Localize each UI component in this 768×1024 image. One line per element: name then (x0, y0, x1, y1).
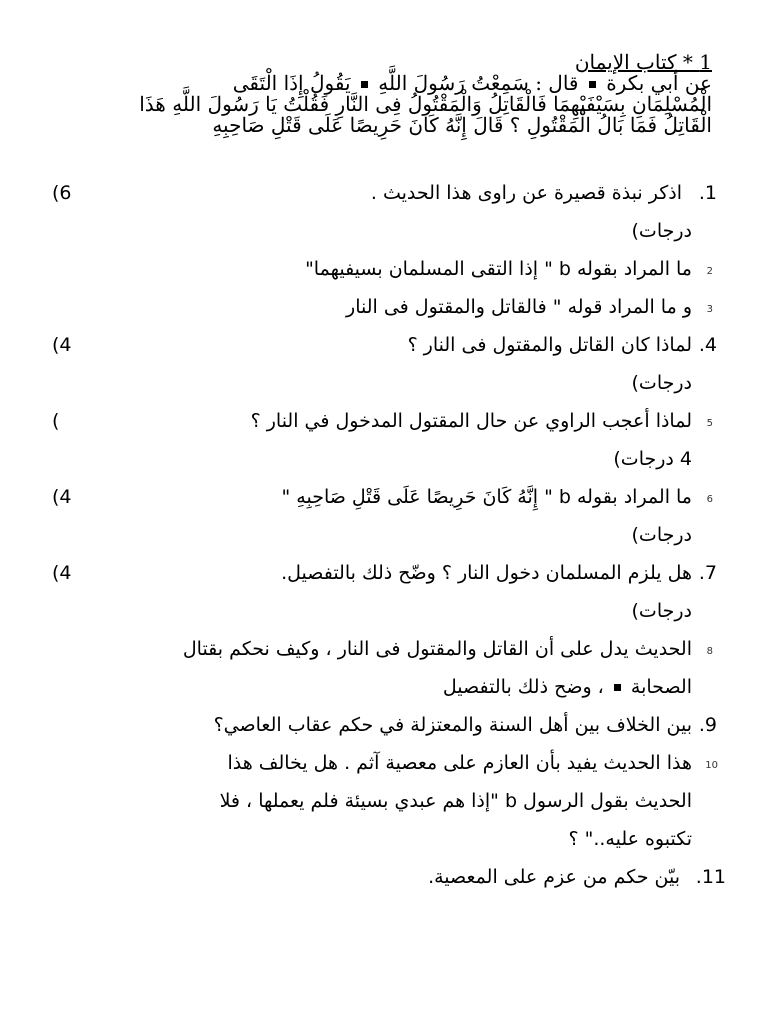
question-text: بين الخلاف بين أهل السنة والمعتزلة في حكم عقاب العاصي؟ (213, 714, 692, 736)
question-number: 2 (706, 266, 713, 277)
question-number: 11. (695, 866, 726, 888)
question-text: لماذا أعجب الراوي عن حال المقتول المدخول في النار ؟ (250, 410, 692, 432)
question-text: اذكر نبذة قصيرة عن راوى هذا الحديث . (370, 182, 682, 204)
question-number: 10 (705, 760, 718, 771)
grade-open: (6 (52, 182, 72, 204)
question-text: ما المراد بقوله b " إِنَّهُ كَانَ حَرِيصًا عَلَى قَتْلِ صَاحِبِهِ " (281, 486, 692, 508)
question-3 (52, 288, 713, 326)
grade-open: (4 (52, 334, 72, 356)
question-6 (52, 478, 713, 554)
question-8 (52, 630, 713, 706)
grade-open: (4 (52, 562, 72, 584)
question-number: 6 (706, 494, 713, 505)
grade-open: (4 (52, 486, 72, 508)
question-text: ما المراد بقوله b " إذا التقى المسلمان بسيفيهما" (305, 258, 692, 280)
question-text-line-3: تكتبوه عليه.." ؟ (568, 828, 692, 850)
bullet-icon (589, 81, 596, 88)
question-number: 3 (706, 304, 713, 315)
question-10 (52, 744, 718, 858)
question-text: بيّن حكم من عزم على المعصية. (428, 866, 680, 888)
question-2 (52, 250, 713, 288)
grade-close: 4 درجات) (613, 448, 692, 470)
hadith-intro-after: قال : سَمِعْتُ رَسُولَ اللَّهِ (378, 71, 579, 95)
grade-open: ( (52, 410, 60, 432)
question-text-line-2: الحديث بقول الرسول b "إذا هم عبدي بسيئة فلم يعملها ، فلا (219, 790, 692, 812)
question-number: 8 (706, 646, 713, 657)
question-text-line-2 (52, 668, 692, 706)
question-number: 1. (698, 182, 717, 204)
hadith-intro-before: عن أبي بكرة (606, 71, 712, 95)
question-7 (52, 554, 717, 630)
hadith-line-1 (52, 73, 712, 94)
question-text-before: الصحابة (630, 676, 692, 698)
question-number: 5 (706, 418, 713, 429)
grade-close: درجات) (631, 524, 692, 546)
grade-close: درجات) (631, 372, 692, 394)
grade-close: درجات) (631, 220, 692, 242)
question-text-line-1: الحديث يدل على أن القاتل والمقتول فى النار ، وكيف نحكم بقتال (182, 638, 692, 660)
hadith-line-2: الْمُسْلِمَانِ بِسَيْفَيْهِمَا فَالْقَاتِلُ وَالْمَقْتُولُ فِى النَّارِ فَقُلْتُ يَا رَسُولَ اللَّهِ هَذَا (139, 92, 712, 116)
grade-close: درجات) (631, 600, 692, 622)
question-number: 9. (698, 714, 717, 736)
question-11 (52, 858, 726, 896)
question-number: 4. (698, 334, 717, 356)
chapter-title: 1 * كتاب الإيمان (574, 50, 712, 74)
bullet-icon (614, 684, 621, 691)
question-5 (52, 402, 713, 478)
question-text: و ما المراد قوله " فالقاتل والمقتول فى النار (346, 296, 692, 318)
question-9 (52, 706, 717, 744)
hadith-line-3: الْقَاتِلُ فَمَا بَالُ الْمَقْتُولِ ؟ قَالَ إِنَّهُ كَانَ حَرِيصًا عَلَى قَتْلِ صَاحِبِهِ (212, 113, 712, 137)
question-text: هل يلزم المسلمان دخول النار ؟ وضّح ذلك بالتفصيل. (281, 562, 692, 584)
question-number: 7. (698, 562, 717, 584)
hadith-header (52, 52, 712, 136)
question-4 (52, 326, 717, 402)
bullet-icon (361, 81, 368, 88)
question-text-after: ، وضح ذلك بالتفصيل (442, 676, 604, 698)
question-text: لماذا كان القاتل والمقتول فى النار ؟ (407, 334, 692, 356)
question-text-line-1: هذا الحديث يفيد بأن العازم على معصية آثم . هل يخالف هذا (227, 752, 692, 774)
hadith-quote-start: يَقُولُ إِذَا الْتَقَى (232, 71, 351, 95)
questions-list (52, 174, 726, 896)
question-1 (52, 174, 717, 250)
